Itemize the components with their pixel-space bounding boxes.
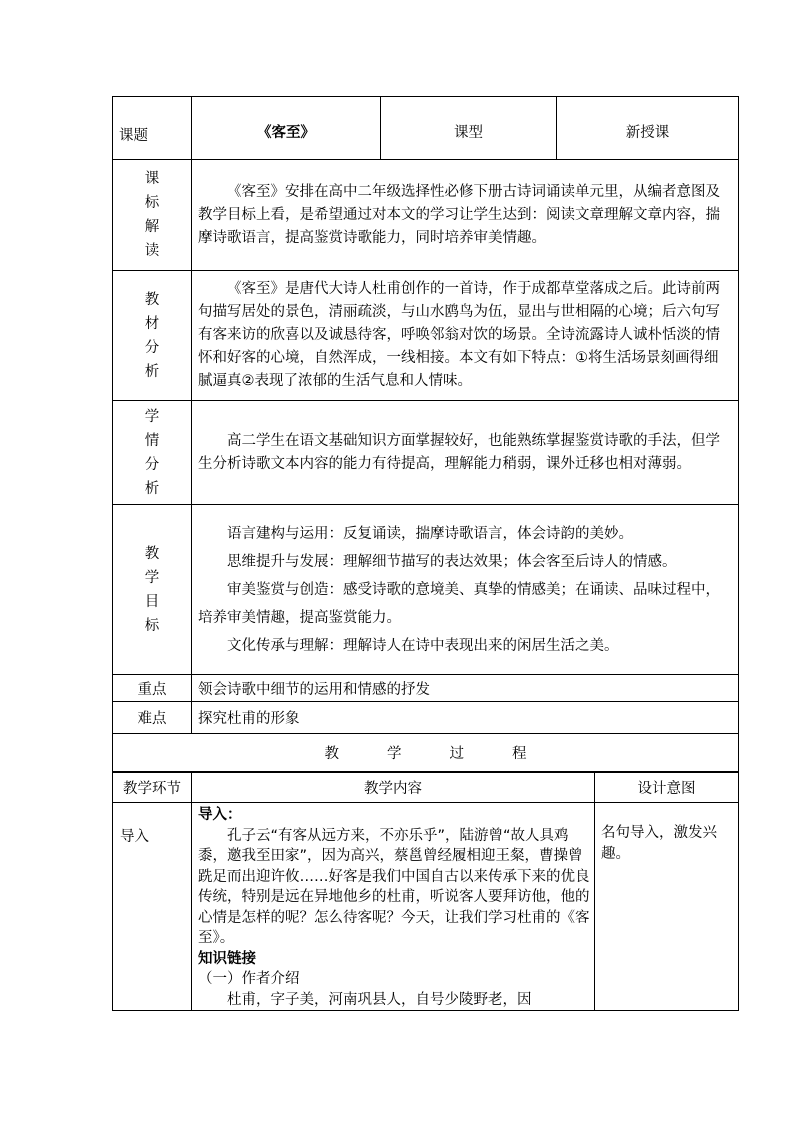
difficulty-label: 难点 — [113, 702, 192, 734]
topic-label: 课题 — [113, 97, 192, 160]
key-point-row — [113, 675, 739, 702]
goals-label: 教 学 目 标 — [113, 505, 192, 675]
standard-label: 课 标 解 读 — [113, 160, 192, 271]
type-value: 新授课 — [557, 97, 739, 160]
standard-row — [113, 160, 739, 271]
author-section-heading: （一）作者介绍 — [198, 971, 300, 987]
key-point-label: 重点 — [113, 675, 192, 702]
intro-heading: 导入： — [198, 807, 242, 823]
students-row — [113, 401, 739, 505]
goal-item: 语言建构与运用：反复诵读，揣摩诗歌语言，体会诗韵的美妙。 — [227, 525, 633, 542]
author-text: 杜甫，字子美，河南巩县人，自号少陵野老，因 — [227, 991, 532, 1008]
textbook-text: 《客至》是唐代大诗人杜甫创作的一首诗，作于成都草堂落成之后。此诗前两句描写居处的景色，清丽疏淡，与山水鸥鸟为伍，显出与世相隔的心境；后六句写有客来访的欣喜以及诚恳待客，呼唤邻翁对饮的场景。全诗流露诗人诚朴恬淡的情怀和好客的心境，自然浑成，一线相接。本文有如下特点：①将生活场景刻画得细腻逼真②表现了浓郁的生活气息和人情味。 — [192, 271, 739, 401]
difficulty-row — [113, 702, 739, 734]
process-title: 教学过程 — [113, 734, 739, 772]
stage-cell: 导入 — [113, 803, 192, 1011]
textbook-label: 教 材 分 析 — [113, 271, 192, 401]
goal-item: 审美鉴赏与创造：感受诗歌的意境美、真挚的情感美；在诵读、品味过程中，培养审美情趣，提高鉴赏能力。 — [198, 581, 720, 626]
col-intent-header: 设计意图 — [595, 773, 739, 803]
content-cell — [192, 803, 595, 1011]
goal-item: 文化传承与理解：理解诗人在诗中表现出来的闲居生活之美。 — [227, 637, 619, 654]
header-row — [113, 97, 739, 160]
topic-value: 《客至》 — [192, 97, 381, 160]
process-row — [113, 803, 739, 1011]
key-point-text: 领会诗歌中细节的运用和情感的抒发 — [192, 675, 739, 702]
textbook-row — [113, 271, 739, 401]
intent-cell: 名句导入，激发兴趣。 — [595, 803, 739, 1011]
intro-text: 孔子云“有客从远方来，不亦乐乎”，陆游曾“故人具鸡黍，邀我至田家”，因为高兴，蔡邕曾经履相迎王粲，曹操曾跣足而出迎许攸……好客是我们中国自古以来传承下来的优良传统，特别是远在异地他乡的杜甫，听说客人要拜访他，他的心情是怎样的呢？怎么待客呢？今天，让我们学习杜甫的《客至》。 — [198, 827, 590, 946]
standard-text: 《客至》安排在高中二年级选择性必修下册古诗词诵读单元里，从编者意图及教学目标上看，是希望通过对本文的学习让学生达到：阅读文章理解文章内容，揣摩诗歌语言，提高鉴赏诗歌能力，同时培养审美情趣。 — [192, 160, 739, 271]
col-content-header: 教学内容 — [192, 773, 595, 803]
process-table — [112, 772, 739, 1011]
difficulty-text: 探究杜甫的形象 — [192, 702, 739, 734]
process-title-row — [113, 734, 739, 772]
goal-item: 思维提升与发展：理解细节描写的表达效果；体会客至后诗人的情感。 — [227, 553, 677, 570]
students-label: 学 情 分 析 — [113, 401, 192, 505]
knowledge-link-heading: 知识链接 — [198, 950, 256, 967]
goals-text — [192, 505, 739, 675]
col-stage-header: 教学环节 — [113, 773, 192, 803]
process-header-row — [113, 773, 739, 803]
type-label: 课型 — [381, 97, 557, 160]
lesson-info-table — [112, 96, 739, 772]
goals-row — [113, 505, 739, 675]
students-text: 高二学生在语文基础知识方面掌握较好，也能熟练掌握鉴赏诗歌的手法，但学生分析诗歌文本内容的能力有待提高，理解能力稍弱，课外迁移也相对薄弱。 — [192, 401, 739, 505]
